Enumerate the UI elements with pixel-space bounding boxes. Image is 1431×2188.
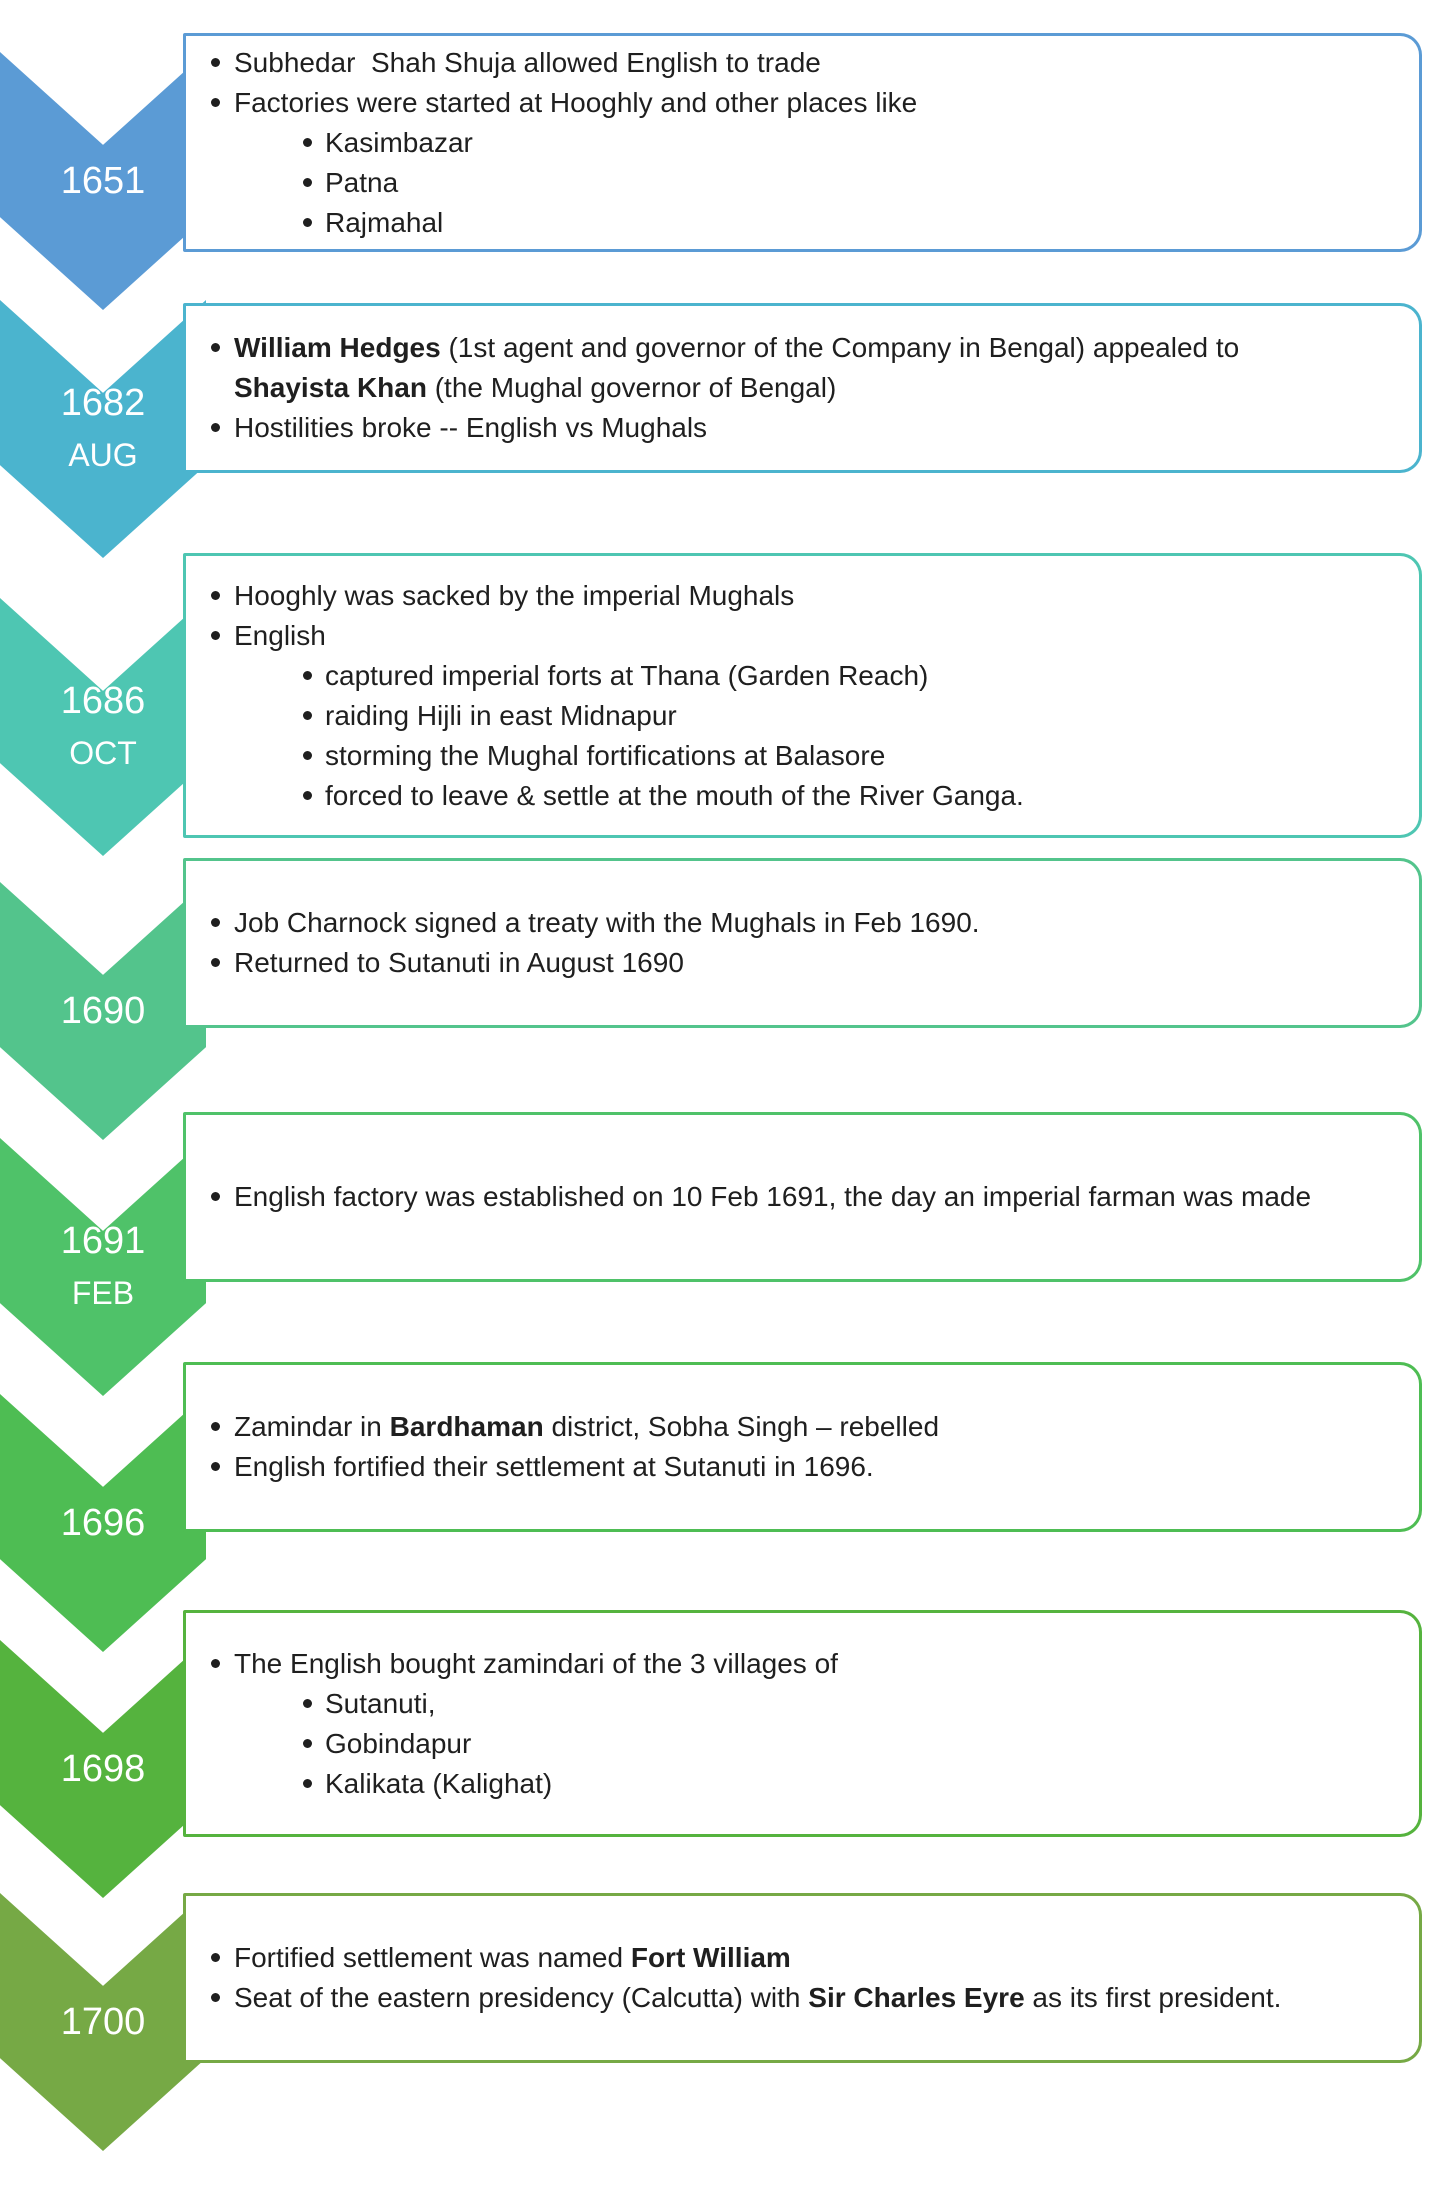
chevron-label-1700 bbox=[0, 1981, 206, 2063]
chevron-label-1651 bbox=[0, 140, 206, 222]
bullet-item bbox=[303, 776, 1419, 816]
chevron-label-1691 bbox=[0, 1220, 206, 1311]
bullet-item bbox=[211, 1978, 1419, 2018]
event-box-content bbox=[186, 306, 1419, 470]
bullet-text: Returned to Sutanuti in August 1690 bbox=[234, 947, 684, 978]
chevron-label-1698 bbox=[0, 1728, 206, 1810]
bullet-text: Sutanuti, bbox=[325, 1687, 436, 1719]
event-box-1698 bbox=[183, 1610, 1422, 1837]
bullet-dot-icon bbox=[211, 343, 220, 352]
bullet-dot-icon bbox=[303, 671, 312, 680]
bullet-item bbox=[303, 123, 1419, 163]
bullet-text: English fortified their settlement at Sutanuti in 1696. bbox=[234, 1451, 874, 1482]
bullet-item bbox=[211, 43, 1419, 83]
bullet-text: Fortified settlement was named Fort William bbox=[234, 1942, 791, 1973]
chevron-year-label: 1696 bbox=[60, 1502, 146, 1544]
event-box-content bbox=[186, 1613, 1419, 1834]
chevron-year-label: 1698 bbox=[60, 1748, 146, 1790]
bullet-item bbox=[211, 83, 1419, 123]
chevron-year-label: 1690 bbox=[60, 990, 146, 1032]
bullet-text: William Hedges (1st agent and governor of the Company in Bengal) appealed to Shayista Khan (the Mughal governor of Bengal) bbox=[234, 332, 1240, 403]
event-box-content bbox=[186, 36, 1419, 249]
chevron-month-label: OCT bbox=[69, 735, 137, 771]
chevron-label-1686 bbox=[0, 680, 206, 771]
bullet-dot-icon bbox=[211, 1953, 220, 1962]
chevron-year-label: 1651 bbox=[60, 160, 146, 202]
bullet-item bbox=[303, 1684, 1419, 1724]
event-box-content bbox=[186, 1115, 1419, 1279]
bullet-text: Subhedar Shah Shuja allowed English to trade bbox=[234, 46, 821, 78]
bullet-dot-icon bbox=[303, 1739, 312, 1748]
bullet-text: Rajmahal bbox=[325, 206, 444, 238]
bold-text: William Hedges bbox=[234, 332, 441, 363]
event-box-content bbox=[186, 861, 1419, 1025]
bullet-item bbox=[211, 1938, 1419, 1978]
bullet-text: The English bought zamindari of the 3 villages of bbox=[234, 1647, 838, 1679]
bullet-dot-icon bbox=[303, 178, 312, 187]
bullet-item bbox=[303, 203, 1419, 243]
bullet-item bbox=[211, 576, 1419, 616]
bullet-item bbox=[211, 1177, 1419, 1217]
bullet-text: Seat of the eastern presidency (Calcutta) with Sir Charles Eyre as its first president. bbox=[234, 1982, 1282, 2013]
bullet-text: captured imperial forts at Thana (Garden Reach) bbox=[325, 659, 929, 691]
bullet-dot-icon bbox=[211, 1659, 220, 1668]
bullet-dot-icon bbox=[211, 58, 220, 67]
bullet-dot-icon bbox=[211, 98, 220, 107]
bullet-text: Kalikata (Kalighat) bbox=[325, 1767, 553, 1799]
chevron-label-1696 bbox=[0, 1482, 206, 1564]
bullet-item bbox=[303, 696, 1419, 736]
bullet-text: forced to leave & settle at the mouth of the River Ganga. bbox=[325, 779, 1024, 811]
event-box-content bbox=[186, 1365, 1419, 1529]
bullet-dot-icon bbox=[211, 631, 220, 640]
bullet-item bbox=[211, 1644, 1419, 1684]
bullet-dot-icon bbox=[211, 423, 220, 432]
event-box-1686 bbox=[183, 553, 1422, 838]
bullet-item bbox=[211, 328, 1419, 408]
bullet-text: English bbox=[234, 619, 326, 651]
bullet-dot-icon bbox=[211, 1462, 220, 1471]
bullet-item bbox=[211, 408, 1419, 448]
chevron-month-label: AUG bbox=[68, 437, 138, 473]
bullet-text: raiding Hijli in east Midnapur bbox=[325, 699, 677, 731]
bullet-dot-icon bbox=[211, 1192, 220, 1201]
bullet-dot-icon bbox=[303, 138, 312, 147]
bullet-text: Gobindapur bbox=[325, 1727, 472, 1759]
event-box-content bbox=[186, 1896, 1419, 2060]
bullet-dot-icon bbox=[211, 958, 220, 967]
bold-text: Bardhaman bbox=[389, 1411, 544, 1442]
bullet-item bbox=[211, 1447, 1419, 1487]
bullet-dot-icon bbox=[211, 591, 220, 600]
bullet-item bbox=[303, 736, 1419, 776]
bullet-dot-icon bbox=[211, 1422, 220, 1431]
bullet-item bbox=[211, 903, 1419, 943]
bold-text: Fort William bbox=[630, 1942, 791, 1973]
bullet-text: Job Charnock signed a treaty with the Mughals in Feb 1690. bbox=[234, 907, 980, 938]
bullet-dot-icon bbox=[211, 918, 220, 927]
chevron-year-label: 1682 bbox=[60, 382, 146, 424]
chevron-label-1690 bbox=[0, 970, 206, 1052]
bullet-text: Patna bbox=[325, 166, 399, 198]
bullet-text: Hooghly was sacked by the imperial Mughals bbox=[234, 579, 795, 611]
bullet-text: Zamindar in Bardhaman district, Sobha Singh – rebelled bbox=[234, 1411, 940, 1442]
bullet-item bbox=[211, 1407, 1419, 1447]
bullet-text: Hostilities broke -- English vs Mughals bbox=[234, 412, 708, 443]
bullet-dot-icon bbox=[211, 1993, 220, 2002]
bullet-dot-icon bbox=[303, 791, 312, 800]
chevron-year-label: 1686 bbox=[60, 680, 146, 722]
bullet-item bbox=[211, 616, 1419, 656]
event-box-1690 bbox=[183, 858, 1422, 1028]
event-box-1700 bbox=[183, 1893, 1422, 2063]
chevron-label-1682 bbox=[0, 382, 206, 473]
event-box-1691 bbox=[183, 1112, 1422, 1282]
chevron-year-label: 1700 bbox=[60, 2001, 146, 2043]
bullet-dot-icon bbox=[303, 1699, 312, 1708]
bullet-dot-icon bbox=[303, 1779, 312, 1788]
bullet-item bbox=[303, 1764, 1419, 1804]
bullet-dot-icon bbox=[303, 711, 312, 720]
bullet-item bbox=[303, 163, 1419, 203]
bold-text: Shayista Khan bbox=[234, 372, 427, 403]
bullet-item bbox=[211, 943, 1419, 983]
event-box-1651 bbox=[183, 33, 1422, 252]
bold-text: Sir Charles Eyre bbox=[808, 1982, 1025, 2013]
bullet-text: Factories were started at Hooghly and other places like bbox=[234, 86, 918, 118]
bullet-dot-icon bbox=[303, 218, 312, 227]
bullet-text: storming the Mughal fortifications at Balasore bbox=[325, 739, 886, 771]
bullet-text: Kasimbazar bbox=[325, 126, 473, 158]
event-box-1696 bbox=[183, 1362, 1422, 1532]
event-box-1682 bbox=[183, 303, 1422, 473]
chevron-year-label: 1691 bbox=[60, 1220, 146, 1262]
bullet-item bbox=[303, 656, 1419, 696]
bullet-text: English factory was established on 10 Feb 1691, the day an imperial farman was made bbox=[234, 1181, 1312, 1212]
bullet-dot-icon bbox=[303, 751, 312, 760]
event-box-content bbox=[186, 556, 1419, 835]
chevron-month-label: FEB bbox=[71, 1275, 135, 1311]
bullet-item bbox=[303, 1724, 1419, 1764]
